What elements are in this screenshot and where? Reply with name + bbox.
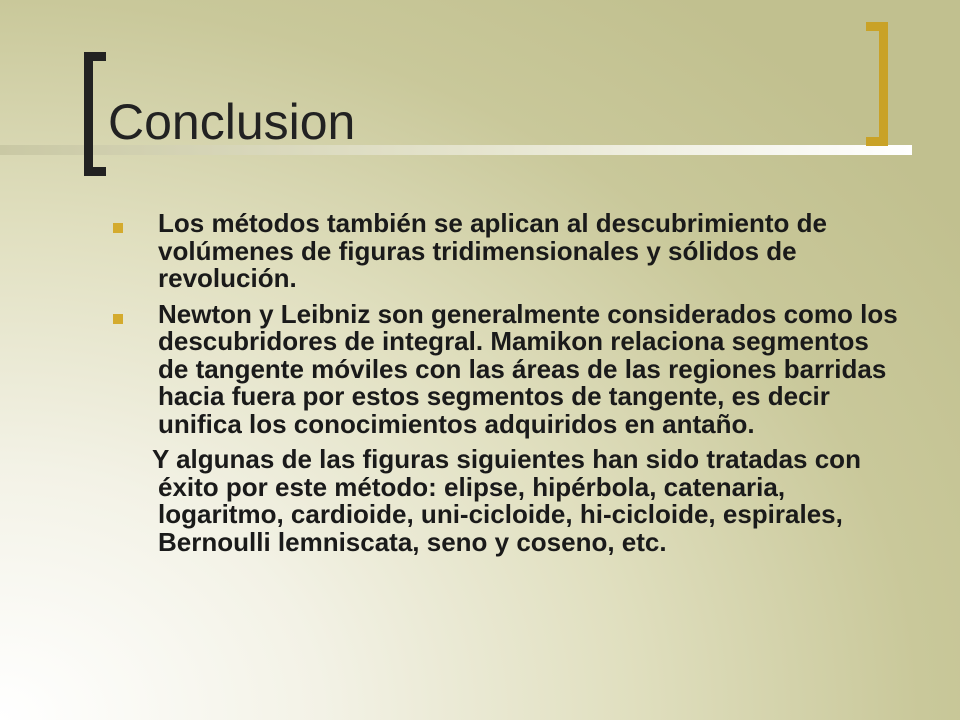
figures-paragraph <box>110 446 900 556</box>
bullet-item-newton-leibniz <box>110 298 900 439</box>
bullet-text: Newton y Leibniz son generalmente considerados como los descubridores de integral. Mamikon relaciona segmentos de tangente móviles con las áreas de las regiones barridas hacia fuera por estos segmentos de tangente, es decir unifica los conocimientos adquiridos en antaño. <box>158 298 898 439</box>
right-bracket-decoration <box>866 22 888 146</box>
bullet-item-methods <box>110 210 900 293</box>
square-bullet-icon <box>113 314 123 324</box>
paragraph-text: Y algunas de las figuras siguientes han sido tratadas con éxito por este método: elipse, hipérbola, catenaria, logaritmo, cardioide, uni-cicloide, hi-cicloide, espirales, Bernoulli lemniscata, seno y coseno, etc. <box>152 444 861 557</box>
square-bullet-icon <box>113 223 123 233</box>
slide-body <box>110 210 900 556</box>
bullet-text: Los métodos también se aplican al descubrimiento de volúmenes de figuras tridimensionales y sólidos de revolución. <box>158 208 827 293</box>
slide-title: Conclusion <box>108 94 356 150</box>
left-bracket-decoration <box>84 52 106 176</box>
